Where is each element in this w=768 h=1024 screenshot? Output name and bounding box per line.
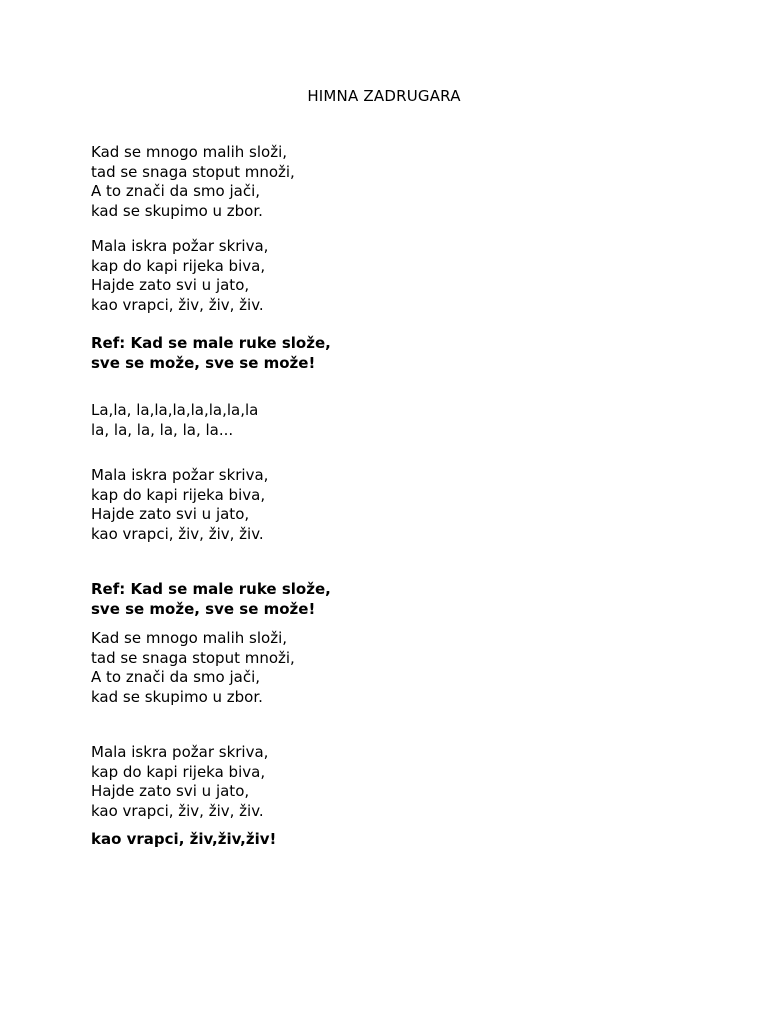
refrain-line: sve se može, sve se može! [91,599,316,618]
lyric-line: Kad se mnogo malih složi, [91,629,288,647]
refrain-line: kao vrapci, živ,živ,živ! [91,830,277,848]
lyric-line: kao vrapci, živ, živ, živ. [91,801,264,820]
lyric-line: kao vrapci, živ, živ, živ. [91,295,264,314]
lyric-line: Mala iskra požar skriva, [91,237,269,255]
lyric-line: kap do kapi rijeka biva, [91,256,266,275]
lyric-line: kao vrapci, živ, živ, živ. [91,524,264,543]
refrain-2 [91,580,331,619]
lyric-line: kad se skupimo u zbor. [91,687,263,706]
lyric-line: A to znači da smo jači, [91,182,261,200]
stanza-3 [91,466,268,544]
stanza-2 [91,237,268,315]
refrain-1 [91,334,331,373]
stanza-4 [91,629,295,707]
lyric-line: La,la, la,la,la,la,la,la,la [91,401,259,419]
lyric-line: Hajde zato svi u jato, [91,505,250,523]
lyric-line: A to znači da smo jači, [91,668,261,686]
stanza-la-la [91,401,258,440]
stanza-1 [91,143,295,221]
stanza-5 [91,743,268,821]
lyric-line: tad se snaga stoput množi, [91,162,295,181]
lyric-line: kap do kapi rijeka biva, [91,485,266,504]
lyric-line: la, la, la, la, la, la... [91,420,234,439]
refrain-line: Ref: Kad se male ruke slože, [91,580,331,598]
lyric-line: tad se snaga stoput množi, [91,648,295,667]
lyric-line: Mala iskra požar skriva, [91,466,269,484]
lyric-line: kap do kapi rijeka biva, [91,762,266,781]
refrain-line: Ref: Kad se male ruke slože, [91,334,331,352]
closing-line [91,830,276,850]
lyric-line: Kad se mnogo malih složi, [91,143,288,161]
lyric-line: kad se skupimo u zbor. [91,201,263,220]
lyric-line: Mala iskra požar skriva, [91,743,269,761]
lyric-line: Hajde zato svi u jato, [91,276,250,294]
lyric-line: Hajde zato svi u jato, [91,782,250,800]
page-title: HIMNA ZADRUGARA [307,87,461,105]
refrain-line: sve se može, sve se može! [91,353,316,372]
